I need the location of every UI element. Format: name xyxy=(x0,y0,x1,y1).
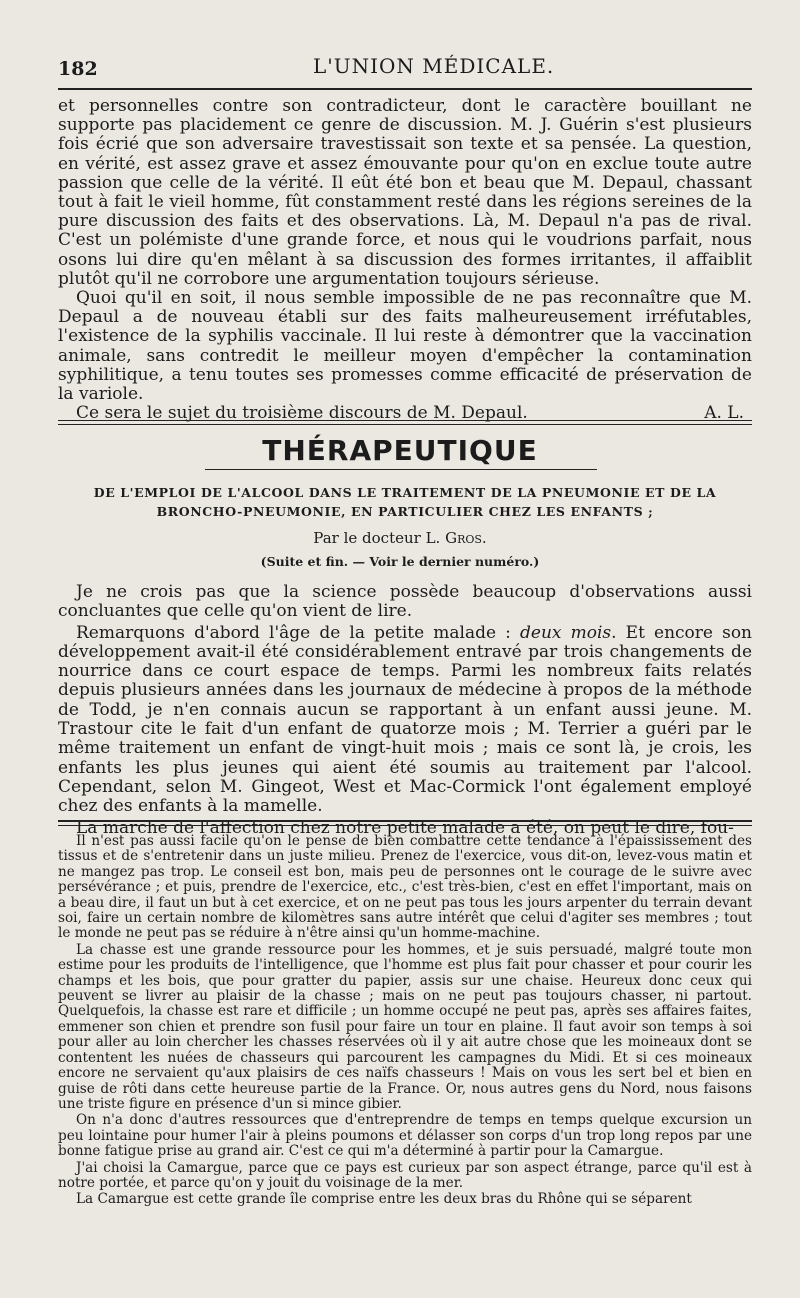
running-title: L'UNION MÉDICALE. xyxy=(313,54,555,78)
paragraph: La chasse est une grande ressource pour les hommes, et je suis persuadé, malgré toute mon estime pour les produits de l'intelligence, que l'homme est plus fait pour chasser et pour courir les champs et les bois, que pour gratter du papier, assis sur une chaise. Heureux donc ceux qui peuvent se livrer au plaisir de la chasse ; mais on ne peut pas toujours chasser, ni partout. Quelquefois, la chasse est rare et difficile ; un homme occupé ne peut pas, après ses affaires faites, emmener son chien et prendre son fusil pour faire un tour en plaine. Il faut avoir son temps à soi pour aller au loin chercher les chasses réservées où il y ait autre chose que les moineaux dont se contentent les nuées de chasseurs qui parcourent les campagnes du Midi. Et si ces moineaux encore ne servaient qu'aux plaisirs de ces naïfs chasseurs ! Mais on vous les sert bel et bien en guise de rôti dans cette heureuse partie de la France. Or, nous autres gens du Nord, nous faisons une triste figure en présence d'un si mince gibier. xyxy=(58,941,752,1112)
paragraph xyxy=(58,624,752,817)
emphasis: deux mois xyxy=(520,622,612,643)
byline xyxy=(0,529,800,547)
byline-prefix: Par le docteur xyxy=(313,529,421,547)
paragraph: Il n'est pas aussi facile qu'on le pense de bien combattre cette tendance à l'épaississement des tissus et de s'entretenir dans un juste milieu. Prenez de l'exercice, vous dit-on, levez-vous matin et ne mangez pas trop. Le conseil est bon, mais peu de personnes ont le courage de le suivre avec persévérance ; et puis, prendre de l'exercice, etc., c'est très-bien, c'est en effet l'important, mais on a beau dire, il faut un but à cet exercice, et on ne peut pas tous les jours arpenter du terrain devant soi, faire un certain nombre de kilomètres sans autre intérêt que celui d'agiter ses membres ; tout le monde ne peut pas se réduire à n'être ainsi qu'un homme-machine. xyxy=(58,833,752,942)
article-title: DE L'EMPLOI DE L'ALCOOL DANS LE TRAITEMENT DE LA PNEUMONIE ET DE LA BRONCHO-PNEUMONIE, EN PARTICULIER CHEZ LES ENFANTS ; xyxy=(93,485,717,519)
paragraph: J'ai choisi la Camargue, parce que ce pays est curieux par son aspect étrange, parce qu'il est à notre portée, et parce qu'on y jouit du voisinage de la mer. xyxy=(58,1159,752,1191)
paragraph: La Camargue est cette grande île comprise entre les deux bras du Rhône qui se séparent xyxy=(76,1191,692,1208)
header-rule xyxy=(58,88,752,90)
section-title-rule xyxy=(205,469,597,470)
closing-line: Ce sera le sujet du troisième discours de M. Depaul. xyxy=(76,403,528,424)
section-title: THÉRAPEUTIQUE xyxy=(262,434,538,467)
feuilleton-rule xyxy=(58,820,752,822)
author: L. Gros. xyxy=(425,529,487,547)
paragraph: Je ne crois pas que la science possède beaucoup d'observations aussi concluantes que celle qu'on vient de lire. xyxy=(58,582,752,622)
paragraph: On n'a donc d'autres ressources que d'entreprendre de temps en temps quelque excursion un peu lointaine pour humer l'air à pleins poumons et délasser son corps d'un trop long repos par une bonne fatigue prise au grand air. C'est ce qui m'a déterminé à partir pour la Camargue. xyxy=(58,1112,752,1160)
signature: A. L. xyxy=(704,403,744,424)
feuilleton-rule xyxy=(58,825,752,826)
page-number: 182 xyxy=(58,58,98,80)
section-rule xyxy=(58,424,752,425)
paragraph: La marche de l'affection chez notre petite malade a été, on peut le dire, fou- xyxy=(76,817,734,838)
text-run: Remarquons d'abord l'âge de la petite malade : xyxy=(76,622,521,643)
paragraph: Quoi qu'il en soit, il nous semble impossible de ne pas reconnaître que M. Depaul a de nouveau établi sur des faits malheureusement irréfutables, l'existence de la syphilis vaccinale. Il lui reste à démontrer que la vaccination animale, sans contredit le meilleur moyen d'empêcher la contamination syphilitique, a tenu toutes ses promesses comme efficacité de préservation de la variole. xyxy=(58,288,752,405)
continuation-note: (Suite et fin. — Voir le dernier numéro.) xyxy=(260,554,540,569)
paragraph: et personnelles contre son contradicteur, dont le caractère bouillant ne supporte pas placidement ce genre de discussion. M. J. Guérin s'est plusieurs fois écrié que son adversaire travestissait son texte et sa pensée. La question, en vérité, est assez grave et assez émouvante pour qu'on en exclue toute autre passion que celle de la vérité. Il eût été bon et beau que M. Depaul, chassant tout à fait le vieil homme, fût constamment resté dans les régions sereines de la pure discussion des faits et des observations. Là, M. Depaul n'a pas de rival. C'est un polémiste d'une grande force, et nous qui le voudrions parfait, nous osons lui dire qu'en mêlant à sa discussion des formes irritantes, il affaiblit plutôt qu'il ne corrobore une argumentation toujours sérieuse. xyxy=(58,96,752,289)
article-body xyxy=(58,583,752,840)
feuilleton xyxy=(58,834,752,1209)
previous-article xyxy=(58,97,752,423)
page-header xyxy=(58,52,752,82)
section-rule xyxy=(58,420,752,421)
text-run: . Et encore son développement avait-il été considérablement entravé par trois changements de nourrice dans ce court espace de temps. Parmi les nombreux faits relatés depuis plusieurs années dans les journaux de médecine à propos de la méthode de Todd, je n'en connais aucun se rapportant à un enfant aussi jeune. M. Trastour cite le fait d'un enfant de quatorze mois ; M. Terrier a guéri par le même traitement un enfant de vingt-huit mois ; mais ce sont là, je crois, les enfants les plus jeunes qui aient été soumis au traitement par l'alcool. Cependant, selon M. Gingeot, West et Mac-Cormick l'ont également employé chez des enfants à la mamelle. xyxy=(58,622,753,817)
